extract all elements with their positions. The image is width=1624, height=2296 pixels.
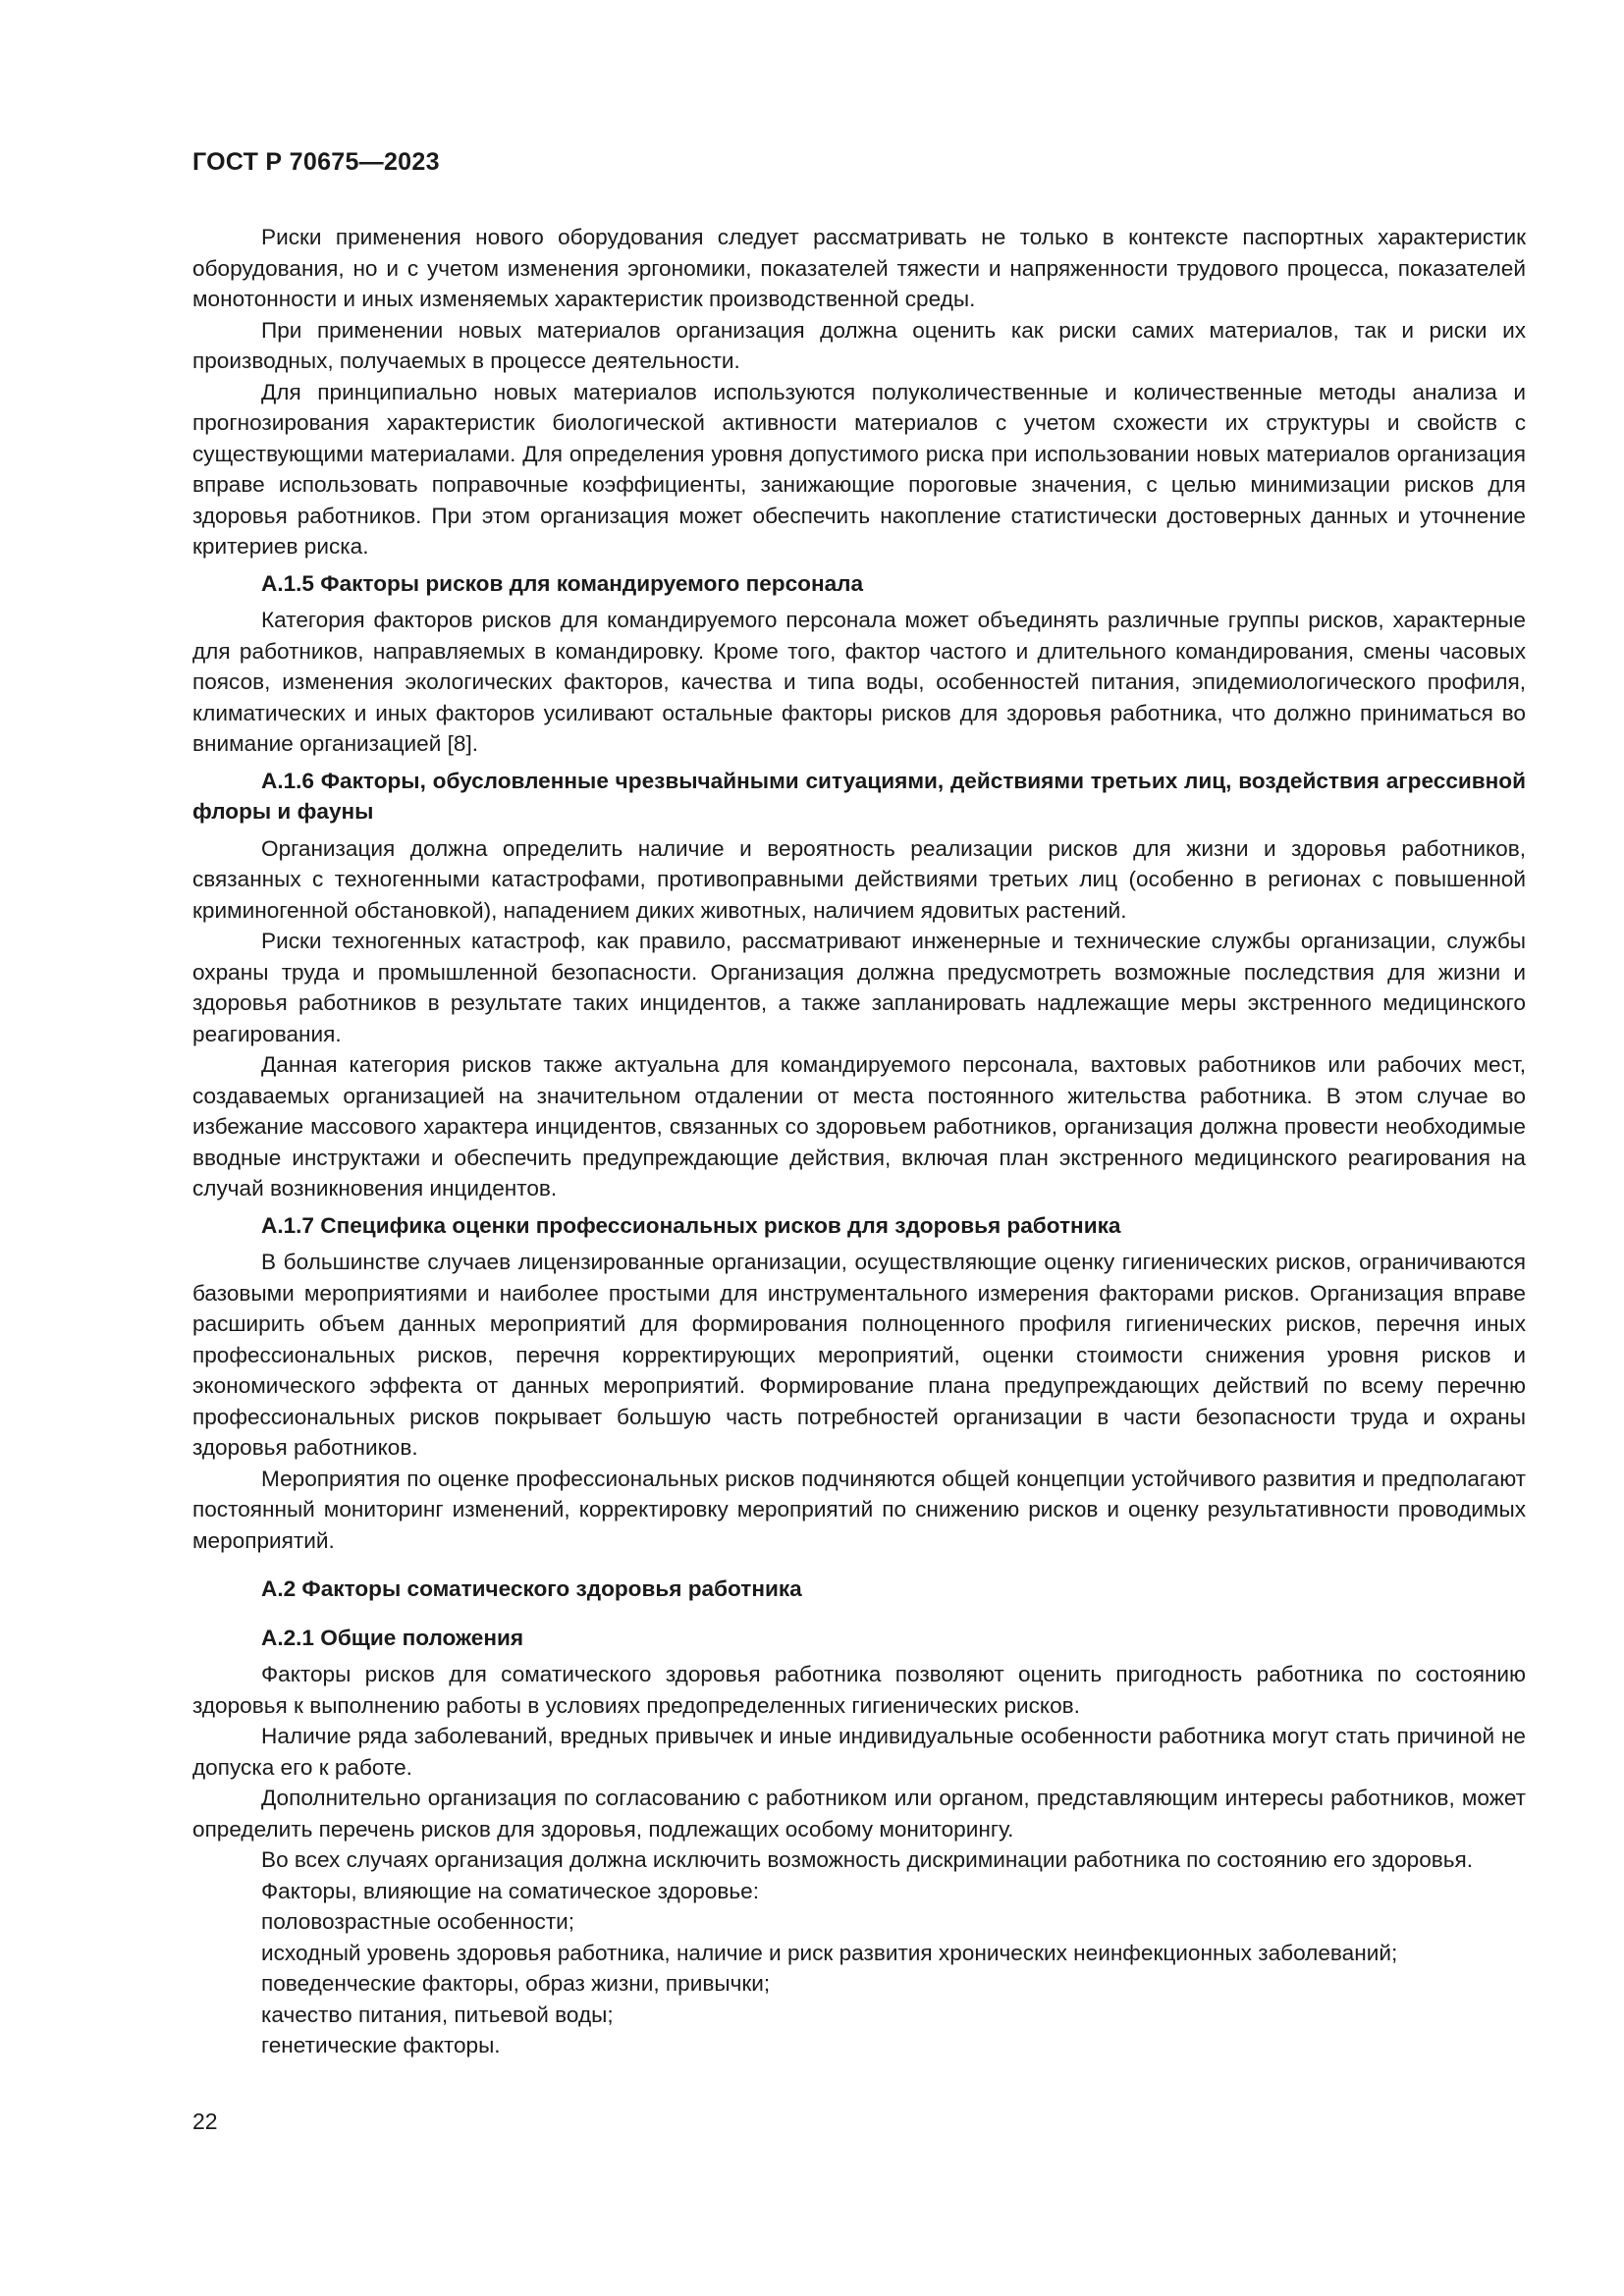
body-paragraph: Категория факторов рисков для командируемого персонала может объединять различные группы рисков, характерные для работников, направляемых в командировку. Кроме того, фактор частого и длительного командирования, смены часовых поясов, изменения экологических факторов, качества и типа воды, особенностей питания, эпидемиологического профиля, климатических и иных факторов усиливают остальные факторы рисков для здоровья работника, что должно приниматься во внимание организацией [8].: [192, 608, 1526, 756]
body-paragraph: Мероприятия по оценке профессиональных рисков подчиняются общей концепции устойчивого развития и предполагают постоянный мониторинг изменений, корректировку мероприятий по снижению рисков и оценку результативности проводимых мероприятий.: [192, 1466, 1526, 1553]
list-item: половозрастные особенности;: [261, 1909, 575, 1934]
section-heading: А.1.7 Специфика оценки профессиональных рисков для здоровья работника: [261, 1212, 1121, 1238]
list-item: качество питания, питьевой воды;: [261, 2002, 614, 2027]
section-heading: А.2.1 Общие положения: [261, 1625, 524, 1650]
standard-designation: ГОСТ Р 70675—2023: [192, 148, 440, 176]
body-paragraph: Риски применения нового оборудования следует рассматривать не только в контексте паспортных характеристик оборудования, но и с учетом изменения эргономики, показателей тяжести и напряженности трудового процесса, показателей монотонности и иных изменяемых характеристик производственной среды.: [192, 225, 1526, 311]
body-paragraph: При применении новых материалов организация должна оценить как риски самих материалов, так и риски их производных, получаемых в процессе деятельности.: [192, 317, 1526, 373]
body-paragraph: В большинстве случаев лицензированные организации, осуществляющие оценку гигиенических рисков, ограничиваются базовыми мероприятиями и наиболее простыми для инструментального измерения факторами рисков. Организация вправе расширить объем данных мероприятий для формирования полноценного профиля гигиенических рисков, перечня иных профессиональных рисков, перечня корректирующих мероприятий, оценки стоимости снижения уровня рисков и экономического эффекта от данных мероприятий. Формирование плана предупреждающих действий по всему перечню профессиональных рисков покрывает большую часть потребностей организации в части безопасности труда и охраны здоровья работников.: [192, 1250, 1526, 1460]
body-paragraph: Организация должна определить наличие и вероятность реализации рисков для жизни и здоровья работников, связанных с техногенными катастрофами, противоправными действиями третьих лиц (особенно в регионах с повышенной криминогенной обстановкой), нападением диких животных, наличием ядовитых растений.: [192, 835, 1526, 923]
list-item: Факторы, влияющие на соматическое здоровье:: [261, 1878, 759, 1903]
body-paragraph: Риски техногенных катастроф, как правило, рассматривают инженерные и технические службы организации, службы охраны труда и промышленной безопасности. Организация должна предусмотреть возможные последствия для жизни и здоровья работников в результате таких инцидентов, а также запланировать надлежащие меры экстренного медицинского реагирования.: [192, 929, 1526, 1046]
list-item: генетические факторы.: [261, 2033, 501, 2057]
body-paragraph: Дополнительно организация по согласованию с работником или органом, представляющим интересы работников, может определить перечень рисков для здоровья, подлежащих особому мониторингу.: [192, 1786, 1526, 1842]
body-paragraph: Во всех случаях организация должна исключить возможность дискриминации работника по состоянию его здоровья.: [261, 1847, 1474, 1872]
page-number: 22: [192, 2109, 218, 2134]
list-item: исходный уровень здоровья работника, наличие и риск развития хронических неинфекционных заболеваний;: [261, 1940, 1398, 1965]
section-heading: А.1.6 Факторы, обусловленные чрезвычайными ситуациями, действиями третьих лиц, воздействия агрессивной флоры и фауны: [192, 768, 1526, 824]
section-heading: А.1.5 Факторы рисков для командируемого персонала: [261, 570, 864, 596]
body-paragraph: Данная категория рисков также актуальна для командируемого персонала, вахтовых работников или рабочих мест, создаваемых организацией на значительном отдалении от места постоянного жительства работника. В этом случае во избежание массового характера инцидентов, связанных со здоровьем работников, организация должна провести необходимые вводные инструктажи и обеспечить предупреждающие действия, включая план экстренного медицинского реагирования на случай возникновения инцидентов.: [192, 1052, 1526, 1201]
section-heading: А.2 Факторы соматического здоровья работника: [261, 1576, 802, 1601]
list-item: поведенческие факторы, образ жизни, привычки;: [261, 1971, 771, 1996]
body-paragraph: Для принципиально новых материалов используются полуколичественные и количественные методы анализа и прогнозирования характеристик биологической активности материалов с учетом схожести их структуры и свойств с существующими материалами. Для определения уровня допустимого риска при использовании новых материалов организация вправе использовать поправочные коэффициенты, занижающие пороговые значения, с целью минимизации рисков для здоровья работников. При этом организация может обеспечить накопление статистически достоверных данных и уточнение критериев риска.: [192, 379, 1526, 559]
document-body: [192, 222, 1526, 2061]
body-paragraph: Наличие ряда заболеваний, вредных привычек и иные индивидуальные особенности работника могут стать причиной не допуска его к работе.: [192, 1724, 1526, 1780]
body-paragraph: Факторы рисков для соматического здоровья работника позволяют оценить пригодность работника по состоянию здоровья к выполнению работы в условиях предопределенных гигиенических рисков.: [192, 1662, 1526, 1718]
